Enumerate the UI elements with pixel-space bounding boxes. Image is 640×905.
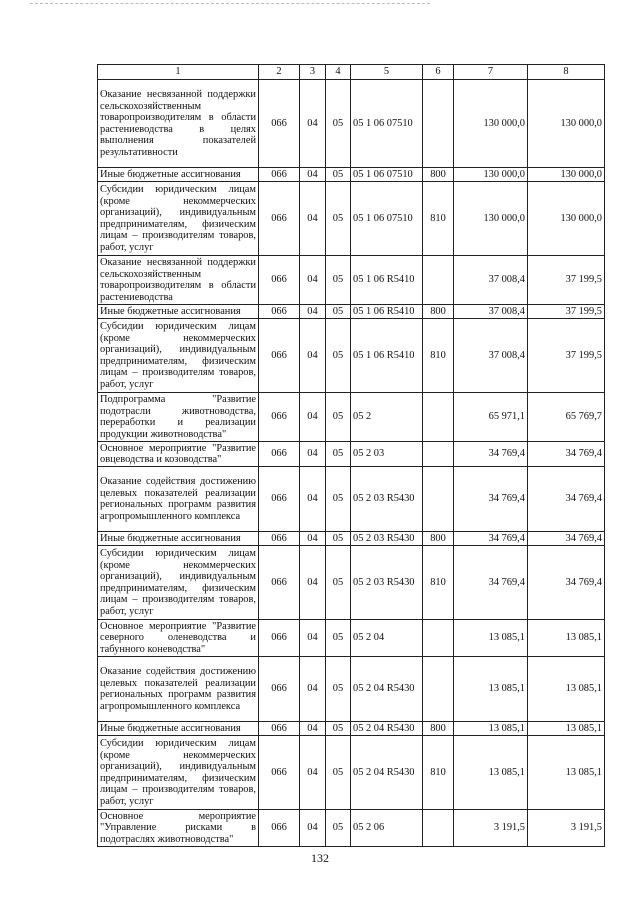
item-name-cell: Основное мероприятие "Развитие северного оленеводства и табунного коневодства" [98,620,259,657]
section-code-cell: 04 [300,305,326,319]
expense-type-cell [423,657,454,722]
table-row [98,810,605,847]
subsection-code-cell: 05 [326,722,351,736]
expense-type-cell: 800 [423,168,454,182]
ministry-code-cell: 066 [259,182,300,256]
amount-year1-cell: 13 085,1 [454,620,528,657]
table-row [98,80,605,168]
amount-year2-cell: 130 000,0 [528,80,605,168]
table-row [98,168,605,182]
table-row [98,620,605,657]
target-article-cell: 05 2 04 [351,620,423,657]
ministry-code-cell: 066 [259,532,300,546]
item-name-cell: Подпрограмма "Развитие подотрасли животноводства, переработки и реализации продукции животноводства" [98,393,259,442]
target-article-cell: 05 2 03 R5430 [351,467,423,532]
amount-year1-cell: 13 085,1 [454,657,528,722]
target-article-cell: 05 1 06 07510 [351,168,423,182]
table-header-row [98,65,605,80]
section-code-cell: 04 [300,657,326,722]
expense-type-cell: 800 [423,532,454,546]
section-code-cell: 04 [300,80,326,168]
page-number: 132 [311,851,329,865]
target-article-cell: 05 1 06 R5410 [351,256,423,305]
subsection-code-cell: 05 [326,657,351,722]
amount-year1-cell: 13 085,1 [454,736,528,810]
table-row [98,657,605,722]
target-article-cell: 05 2 06 [351,810,423,847]
expense-type-cell [423,810,454,847]
table-row [98,256,605,305]
column-header: 4 [326,65,351,80]
amount-year1-cell: 130 000,0 [454,168,528,182]
target-article-cell: 05 2 04 R5430 [351,736,423,810]
section-code-cell: 04 [300,319,326,393]
table-row [98,393,605,442]
amount-year2-cell: 130 000,0 [528,182,605,256]
scan-artifact-line [30,3,430,4]
table-row [98,467,605,532]
ministry-code-cell: 066 [259,442,300,467]
amount-year2-cell: 37 199,5 [528,305,605,319]
ministry-code-cell: 066 [259,620,300,657]
amount-year1-cell: 65 971,1 [454,393,528,442]
subsection-code-cell: 05 [326,546,351,620]
amount-year1-cell: 37 008,4 [454,305,528,319]
target-article-cell: 05 2 03 R5430 [351,546,423,620]
table-row [98,736,605,810]
amount-year1-cell: 37 008,4 [454,256,528,305]
subsection-code-cell: 05 [326,532,351,546]
target-article-cell: 05 1 06 07510 [351,80,423,168]
target-article-cell: 05 2 03 [351,442,423,467]
subsection-code-cell: 05 [326,736,351,810]
subsection-code-cell: 05 [326,256,351,305]
section-code-cell: 04 [300,722,326,736]
section-code-cell: 04 [300,620,326,657]
ministry-code-cell: 066 [259,305,300,319]
expense-type-cell [423,256,454,305]
item-name-cell: Иные бюджетные ассигнования [98,305,259,319]
expense-type-cell: 810 [423,182,454,256]
item-name-cell: Оказание несвязанной поддержки сельскохозяйственным товаропроизводителям в области растениеводства в целях выполнения показателей результативности [98,80,259,168]
table-row [98,319,605,393]
subsection-code-cell: 05 [326,182,351,256]
subsection-code-cell: 05 [326,442,351,467]
amount-year2-cell: 37 199,5 [528,256,605,305]
table-row [98,546,605,620]
column-header: 3 [300,65,326,80]
target-article-cell: 05 1 06 R5410 [351,319,423,393]
expense-type-cell [423,393,454,442]
amount-year2-cell: 13 085,1 [528,620,605,657]
item-name-cell: Субсидии юридическим лицам (кроме некоммерческих организаций), индивидуальным предпринимателям, физическим лицам – производителям товаров, работ, услуг [98,182,259,256]
amount-year2-cell: 13 085,1 [528,736,605,810]
amount-year1-cell: 3 191,5 [454,810,528,847]
target-article-cell: 05 2 [351,393,423,442]
amount-year1-cell: 130 000,0 [454,80,528,168]
expense-type-cell [423,620,454,657]
subsection-code-cell: 05 [326,467,351,532]
item-name-cell: Оказание несвязанной поддержки сельскохозяйственным товаропроизводителям в области растениеводства [98,256,259,305]
ministry-code-cell: 066 [259,256,300,305]
amount-year2-cell: 13 085,1 [528,722,605,736]
expense-type-cell: 810 [423,319,454,393]
amount-year1-cell: 13 085,1 [454,722,528,736]
expense-type-cell [423,80,454,168]
item-name-cell: Основное мероприятие "Управление рисками в подотраслях животноводства" [98,810,259,847]
column-header: 2 [259,65,300,80]
ministry-code-cell: 066 [259,810,300,847]
amount-year2-cell: 34 769,4 [528,442,605,467]
item-name-cell: Субсидии юридическим лицам (кроме некоммерческих организаций), индивидуальным предпринимателям, физическим лицам – производителям товаров, работ, услуг [98,319,259,393]
item-name-cell: Субсидии юридическим лицам (кроме некоммерческих организаций), индивидуальным предпринимателям, физическим лицам – производителям товаров, работ, услуг [98,736,259,810]
ministry-code-cell: 066 [259,319,300,393]
table-row [98,442,605,467]
amount-year2-cell: 34 769,4 [528,546,605,620]
amount-year2-cell: 65 769,7 [528,393,605,442]
subsection-code-cell: 05 [326,305,351,319]
item-name-cell: Иные бюджетные ассигнования [98,722,259,736]
section-code-cell: 04 [300,467,326,532]
expense-type-cell [423,467,454,532]
section-code-cell: 04 [300,256,326,305]
target-article-cell: 05 1 06 R5410 [351,305,423,319]
column-header: 1 [98,65,259,80]
expense-type-cell [423,442,454,467]
ministry-code-cell: 066 [259,168,300,182]
item-name-cell: Иные бюджетные ассигнования [98,532,259,546]
subsection-code-cell: 05 [326,393,351,442]
amount-year2-cell: 13 085,1 [528,657,605,722]
ministry-code-cell: 066 [259,722,300,736]
item-name-cell: Субсидии юридическим лицам (кроме некоммерческих организаций), индивидуальным предпринимателям, физическим лицам – производителям товаров, работ, услуг [98,546,259,620]
table-row [98,722,605,736]
section-code-cell: 04 [300,442,326,467]
target-article-cell: 05 2 03 R5430 [351,532,423,546]
amount-year2-cell: 34 769,4 [528,467,605,532]
column-header: 7 [454,65,528,80]
expense-type-cell: 800 [423,305,454,319]
target-article-cell: 05 2 04 R5430 [351,657,423,722]
ministry-code-cell: 066 [259,467,300,532]
ministry-code-cell: 066 [259,546,300,620]
column-header: 6 [423,65,454,80]
section-code-cell: 04 [300,810,326,847]
budget-table [97,64,605,847]
table-row [98,305,605,319]
expense-type-cell: 800 [423,722,454,736]
ministry-code-cell: 066 [259,736,300,810]
ministry-code-cell: 066 [259,393,300,442]
section-code-cell: 04 [300,532,326,546]
section-code-cell: 04 [300,393,326,442]
column-header: 5 [351,65,423,80]
item-name-cell: Оказание содействия достижению целевых показателей реализации региональных программ развития агропромышленного комплекса [98,467,259,532]
section-code-cell: 04 [300,168,326,182]
section-code-cell: 04 [300,182,326,256]
amount-year1-cell: 34 769,4 [454,467,528,532]
ministry-code-cell: 066 [259,80,300,168]
item-name-cell: Основное мероприятие "Развитие овцеводства и козоводства" [98,442,259,467]
table-row [98,182,605,256]
section-code-cell: 04 [300,546,326,620]
subsection-code-cell: 05 [326,168,351,182]
amount-year1-cell: 34 769,4 [454,546,528,620]
column-header: 8 [528,65,605,80]
expense-type-cell: 810 [423,736,454,810]
amount-year2-cell: 37 199,5 [528,319,605,393]
item-name-cell: Иные бюджетные ассигнования [98,168,259,182]
subsection-code-cell: 05 [326,810,351,847]
section-code-cell: 04 [300,736,326,810]
target-article-cell: 05 1 06 07510 [351,182,423,256]
subsection-code-cell: 05 [326,80,351,168]
expense-type-cell: 810 [423,546,454,620]
table-row [98,532,605,546]
target-article-cell: 05 2 04 R5430 [351,722,423,736]
amount-year2-cell: 130 000,0 [528,168,605,182]
item-name-cell: Оказание содействия достижению целевых показателей реализации региональных программ развития агропромышленного комплекса [98,657,259,722]
amount-year1-cell: 34 769,4 [454,442,528,467]
subsection-code-cell: 05 [326,319,351,393]
amount-year1-cell: 37 008,4 [454,319,528,393]
subsection-code-cell: 05 [326,620,351,657]
amount-year2-cell: 3 191,5 [528,810,605,847]
amount-year2-cell: 34 769,4 [528,532,605,546]
amount-year1-cell: 130 000,0 [454,182,528,256]
ministry-code-cell: 066 [259,657,300,722]
amount-year1-cell: 34 769,4 [454,532,528,546]
